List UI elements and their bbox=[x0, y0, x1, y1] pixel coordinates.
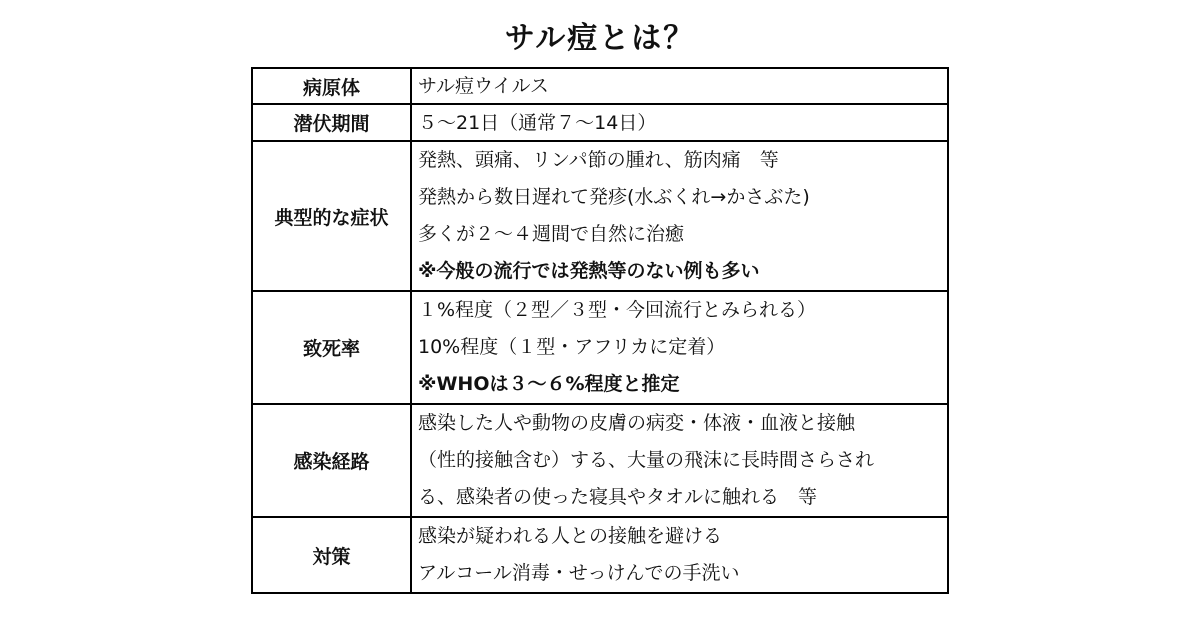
row-value-fatality-rate bbox=[411, 291, 948, 404]
row-label-countermeasures: 対策 bbox=[252, 517, 411, 593]
value-line-emphasis: ※WHOは３～６%程度と推定 bbox=[418, 373, 680, 395]
value-line: 発熱、頭痛、リンパ節の腫れ、筋肉痛 等 bbox=[418, 149, 779, 171]
value-line: ５～21日（通常７～14日） bbox=[418, 111, 657, 134]
row-value-symptoms bbox=[411, 141, 948, 291]
value-line: （性的接触含む）する、大量の飛沫に長時間さらされ bbox=[418, 449, 875, 471]
row-value-incubation bbox=[411, 104, 948, 141]
value-line: る、感染者の使った寝具やタオルに触れる 等 bbox=[418, 486, 818, 508]
row-value-pathogen bbox=[411, 68, 948, 104]
page-title: サル痘とは？ bbox=[504, 21, 696, 56]
value-line-emphasis: ※今般の流行では発熱等のない例も多い bbox=[418, 260, 760, 282]
value-line: 10%程度（１型・アフリカに定着） bbox=[418, 336, 726, 358]
info-table bbox=[251, 67, 949, 594]
row-value-countermeasures bbox=[411, 517, 948, 593]
table-row bbox=[252, 104, 948, 141]
table-row bbox=[252, 517, 948, 593]
value-line: アルコール消毒・せっけんでの手洗い bbox=[418, 562, 740, 584]
value-line: 感染した人や動物の皮膚の病変・体液・血液と接触 bbox=[418, 412, 856, 434]
value-line: １%程度（２型／３型・今回流行とみられる） bbox=[418, 299, 817, 321]
value-line: サル痘ウイルス bbox=[418, 75, 549, 97]
value-line: 発熱から数日遅れて発疹(水ぶくれ→かさぶた) bbox=[418, 186, 810, 208]
row-value-transmission bbox=[411, 404, 948, 517]
table-row bbox=[252, 141, 948, 291]
value-line: 多くが２～４週間で自然に治癒 bbox=[418, 223, 685, 245]
table-row bbox=[252, 404, 948, 517]
row-label-transmission: 感染経路 bbox=[252, 404, 411, 517]
row-label-pathogen: 病原体 bbox=[252, 68, 411, 104]
table-row bbox=[252, 68, 948, 104]
row-label-fatality-rate: 致死率 bbox=[252, 291, 411, 404]
value-line: 感染が疑われる人との接触を避ける bbox=[418, 525, 723, 547]
table-row bbox=[252, 291, 948, 404]
row-label-symptoms: 典型的な症状 bbox=[252, 141, 411, 291]
row-label-incubation: 潜伏期間 bbox=[252, 104, 411, 141]
